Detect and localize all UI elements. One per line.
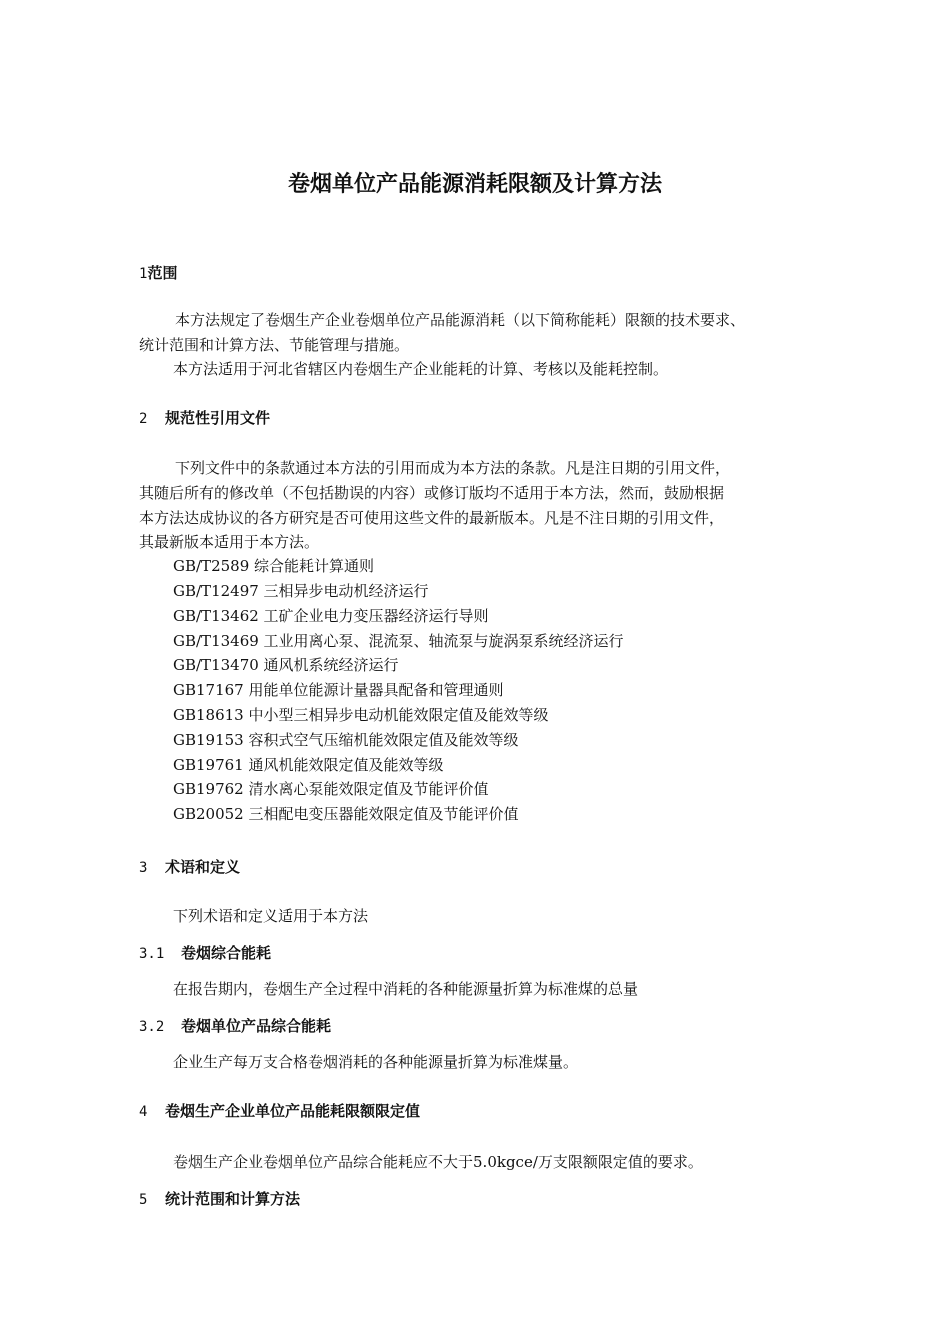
section-2-paragraph-line-2: 其随后所有的修改单（不包括勘误的内容）或修订版均不适用于本方法，然而，鼓励根据 bbox=[139, 484, 725, 502]
reference-item: GB/T12497 三相异步电动机经济运行 bbox=[173, 582, 429, 600]
section-1-title: 范围 bbox=[147, 264, 178, 282]
section-1-heading bbox=[139, 262, 177, 285]
reference-item: GB20052 三相配电变压器能效限定值及节能评价值 bbox=[173, 805, 519, 823]
section-3-2-definition: 企业生产每万支合格卷烟消耗的各种能源量折算为标准煤量。 bbox=[173, 1053, 579, 1071]
section-3-1-title: 卷烟综合能耗 bbox=[181, 944, 272, 962]
section-4-number: 4 bbox=[139, 1104, 148, 1120]
section-3-2-heading bbox=[139, 1015, 331, 1038]
section-3-1-heading bbox=[139, 942, 271, 965]
reference-item: GB18613 中小型三相异步电动机能效限定值及能效等级 bbox=[173, 706, 549, 724]
section-3-title: 术语和定义 bbox=[165, 858, 241, 876]
section-5-number: 5 bbox=[139, 1192, 148, 1208]
reference-item: GB17167 用能单位能源计量器具配备和管理通则 bbox=[173, 681, 504, 699]
reference-item: GB19762 清水离心泵能效限定值及节能评价值 bbox=[173, 780, 489, 798]
section-3-1-definition: 在报告期内，卷烟生产全过程中消耗的各种能源量折算为标准煤的总量 bbox=[173, 980, 639, 998]
section-2-number: 2 bbox=[139, 411, 148, 427]
section-2-paragraph-line-4: 其最新版本适用于本方法。 bbox=[139, 533, 320, 551]
section-1-paragraph-1-line-1: 本方法规定了卷烟生产企业卷烟单位产品能源消耗（以下简称能耗）限额的技术要求、 bbox=[175, 311, 746, 329]
section-1-paragraph-2: 本方法适用于河北省辖区内卷烟生产企业能耗的计算、考核以及能耗控制。 bbox=[173, 360, 669, 378]
section-4-title: 卷烟生产企业单位产品能耗限额限定值 bbox=[165, 1102, 421, 1120]
reference-item: GB/T13470 通风机系统经济运行 bbox=[173, 656, 399, 674]
section-2-title: 规范性引用文件 bbox=[165, 409, 271, 427]
section-3-2-title: 卷烟单位产品综合能耗 bbox=[181, 1017, 332, 1035]
section-1-paragraph-1-line-2: 统计范围和计算方法、节能管理与措施。 bbox=[139, 336, 410, 354]
section-4-text: 卷烟生产企业卷烟单位产品综合能耗应不大于5.0kgce/万支限额限定值的要求。 bbox=[173, 1153, 703, 1171]
reference-item: GB/T2589 综合能耗计算通则 bbox=[173, 557, 375, 575]
page-title: 卷烟单位产品能源消耗限额及计算方法 bbox=[287, 172, 662, 197]
section-5-title: 统计范围和计算方法 bbox=[165, 1190, 301, 1208]
section-3-intro: 下列术语和定义适用于本方法 bbox=[173, 907, 369, 925]
section-3-heading bbox=[139, 856, 240, 879]
reference-item: GB/T13469 工业用离心泵、混流泵、轴流泵与旋涡泵系统经济运行 bbox=[173, 632, 624, 650]
section-2-heading bbox=[139, 407, 270, 430]
section-2-paragraph-line-3: 本方法达成协议的各方研究是否可使用这些文件的最新版本。凡是不注日期的引用文件， bbox=[139, 509, 725, 527]
reference-item: GB/T13462 工矿企业电力变压器经济运行导则 bbox=[173, 607, 489, 625]
section-2-paragraph-line-1: 下列文件中的条款通过本方法的引用而成为本方法的条款。凡是注日期的引用文件， bbox=[175, 459, 731, 477]
reference-item: GB19153 容积式空气压缩机能效限定值及能效等级 bbox=[173, 731, 519, 749]
reference-item: GB19761 通风机能效限定值及能效等级 bbox=[173, 756, 444, 774]
section-5-heading bbox=[139, 1188, 300, 1211]
section-3-2-number: 3.2 bbox=[139, 1019, 165, 1035]
section-3-number: 3 bbox=[139, 860, 148, 876]
section-3-1-number: 3.1 bbox=[139, 946, 165, 962]
section-1-number: 1 bbox=[139, 266, 148, 282]
section-4-heading bbox=[139, 1100, 420, 1123]
